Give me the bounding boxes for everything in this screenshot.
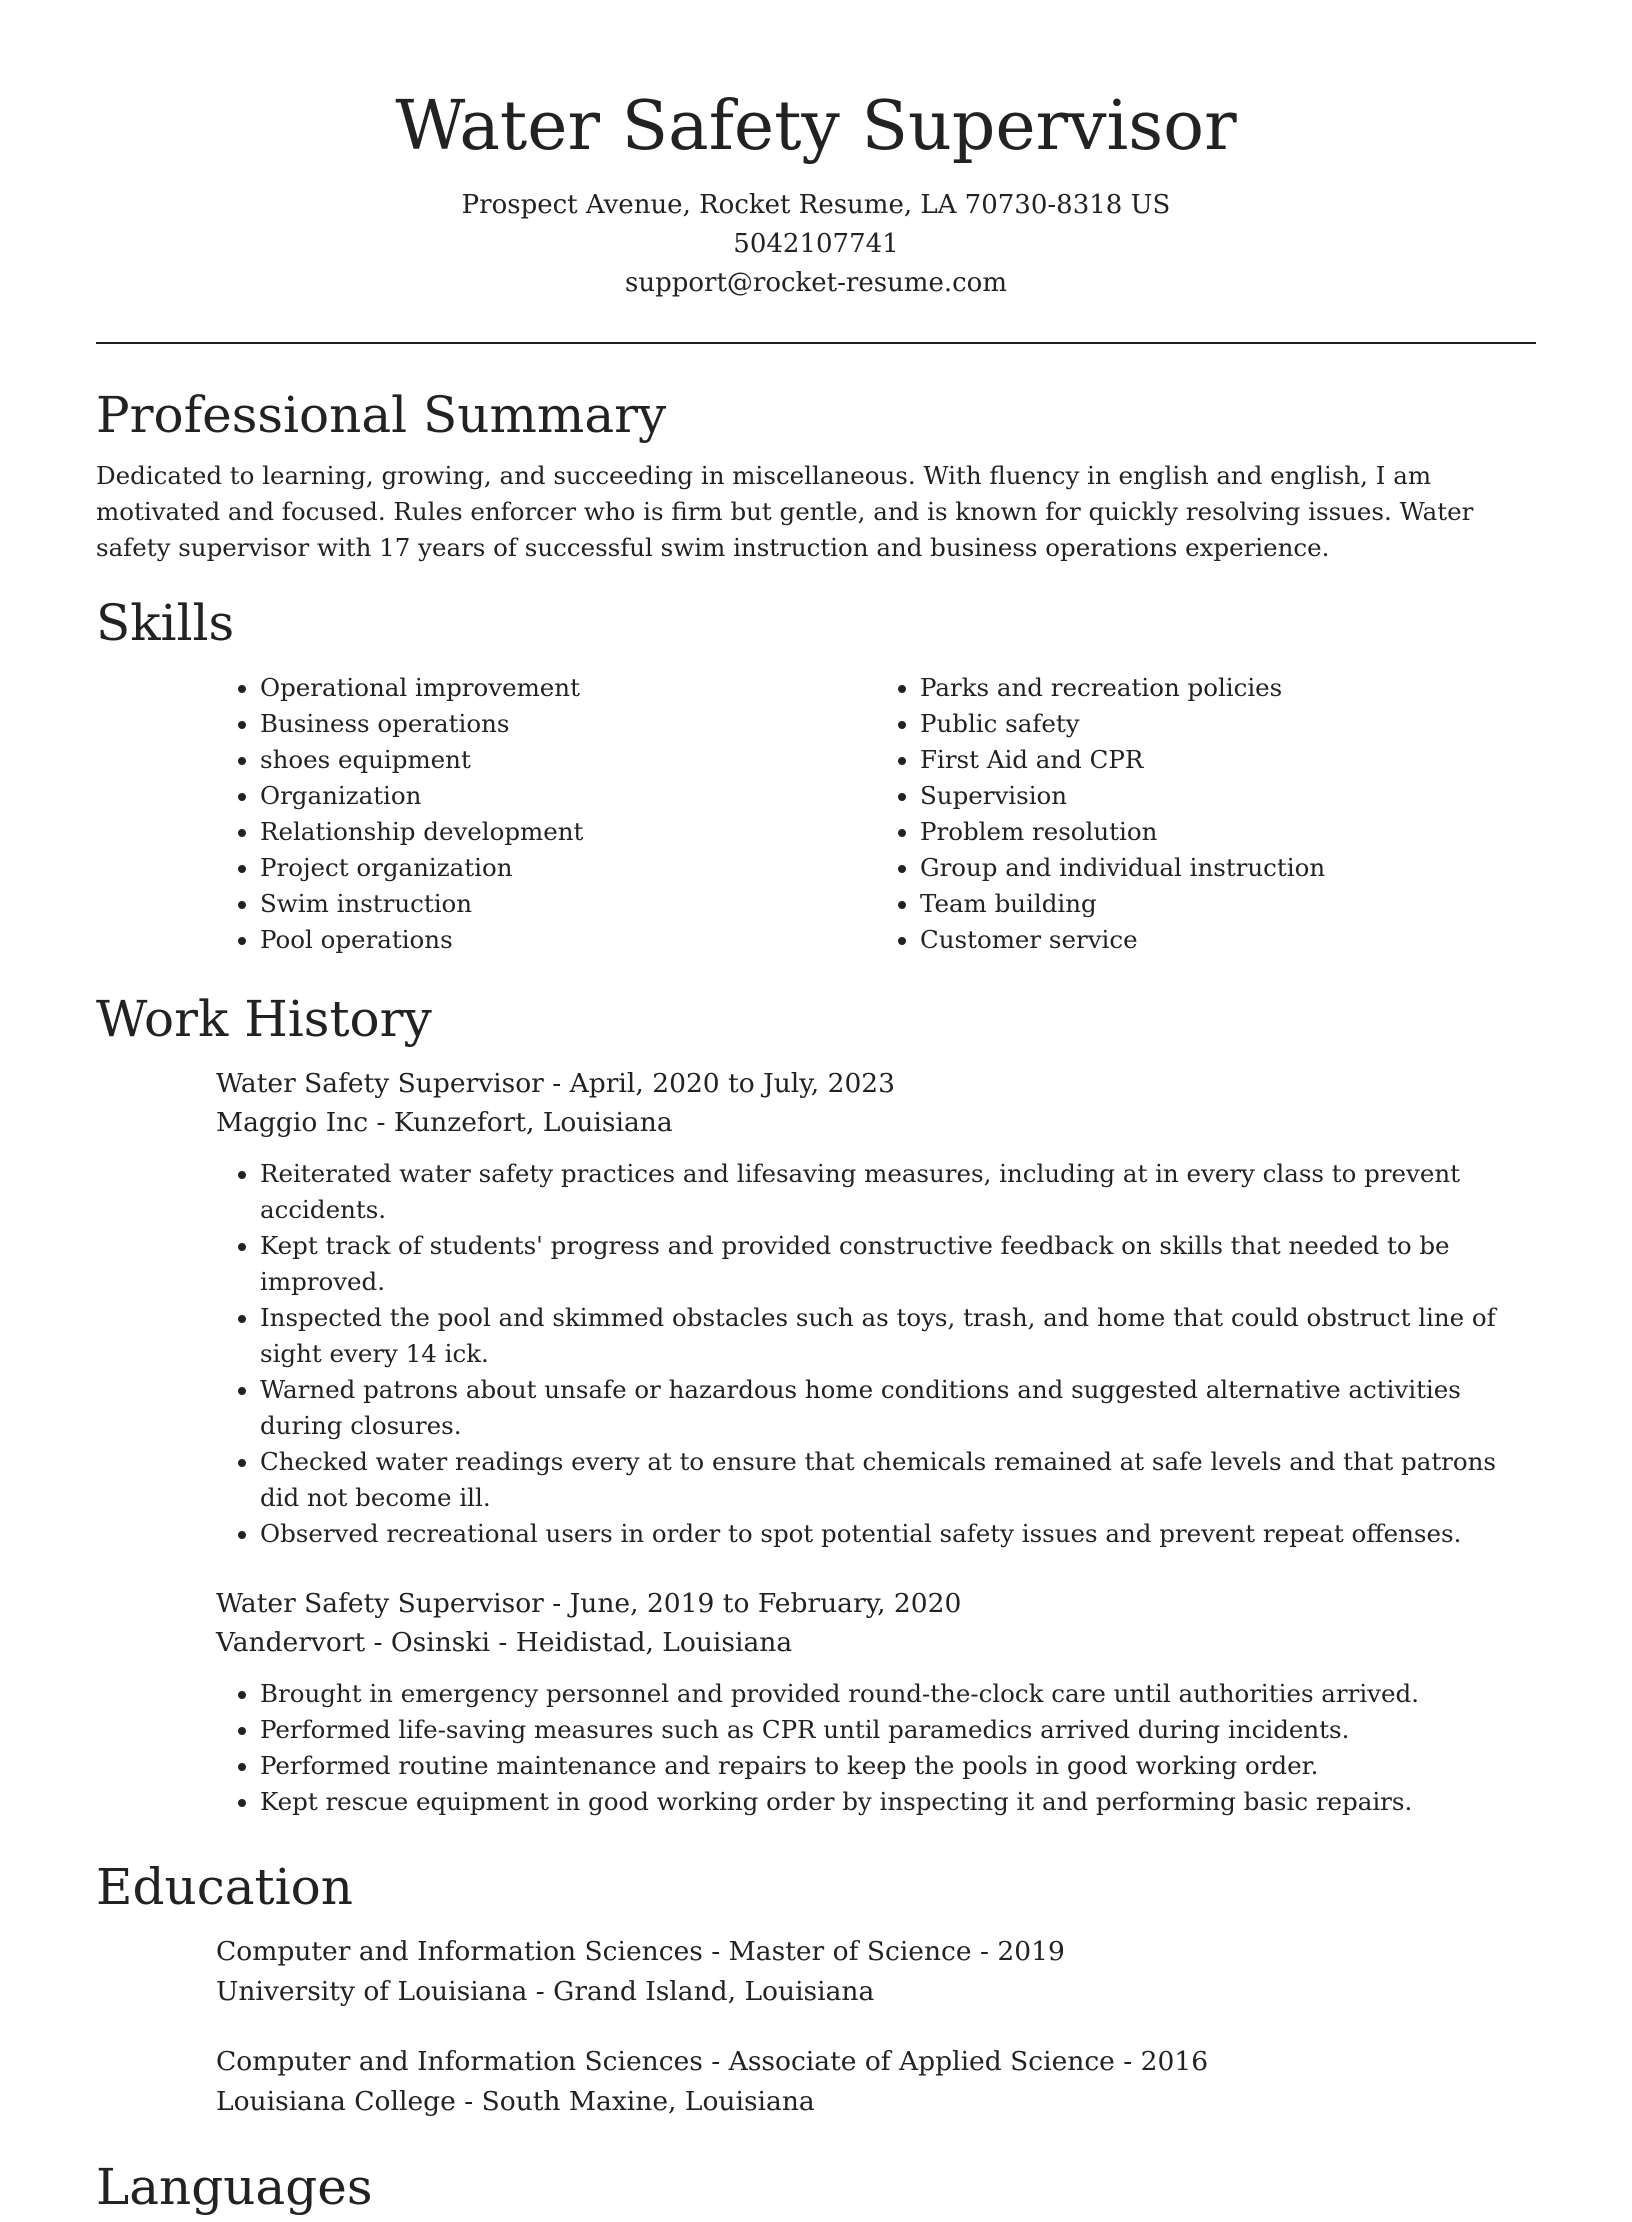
job-company: Maggio Inc [216, 1107, 369, 1138]
education-field: Computer and Information Sciences [216, 2046, 703, 2077]
job-bullet: • Checked water readings every at to ensure that chemicals remained at safe levels and that patrons did not become ill. [260, 1444, 1536, 1516]
education-school-line [216, 2082, 1536, 2122]
skill-item: • Supervision [920, 778, 1536, 814]
job-bullets [216, 1676, 1536, 1820]
jobs-list [216, 1064, 1536, 1820]
job-bullet: • Inspected the pool and skimmed obstacles such as toys, trash, and home that could obstruct line of sight every 14 ick. [260, 1300, 1536, 1372]
education-school-line [216, 1972, 1536, 2012]
contact-block [0, 186, 1632, 303]
education-entry [216, 2042, 1536, 2122]
skill-item: • Team building [920, 886, 1536, 922]
job-company-line [216, 1103, 1536, 1142]
skill-item: • Problem resolution [920, 814, 1536, 850]
work-heading: Work History [96, 990, 432, 1048]
job-dates: - June, 2019 to February, 2020 [543, 1588, 962, 1619]
skill-item: • First Aid and CPR [920, 742, 1536, 778]
skills-heading: Skills [96, 594, 235, 652]
phone: 5042107741 [733, 229, 899, 259]
skill-item: • Swim instruction [260, 886, 876, 922]
skill-item: • Pool operations [260, 922, 876, 958]
skill-item: • Group and individual instruction [920, 850, 1536, 886]
skill-item: • Customer service [920, 922, 1536, 958]
education-school: University of Louisiana [216, 1976, 528, 2007]
skill-item: • Public safety [920, 706, 1536, 742]
languages-section [96, 2152, 1536, 2222]
education-location: - Grand Island, Louisiana [527, 1976, 875, 2007]
job-dates: - April, 2020 to July, 2023 [543, 1068, 896, 1099]
job-entry [216, 1584, 1536, 1820]
skills-right-list [876, 670, 1536, 958]
job-bullet: • Performed life-saving measures such as CPR until paramedics arrived during incidents. [260, 1712, 1536, 1748]
job-bullet: • Performed routine maintenance and repairs to keep the pools in good working order. [260, 1748, 1536, 1784]
job-location: - Kunzefort, Louisiana [368, 1107, 673, 1138]
education-school: Louisiana College [216, 2086, 456, 2117]
education-heading: Education [96, 1858, 353, 1916]
education-field: Computer and Information Sciences [216, 1936, 703, 1967]
header-divider [96, 342, 1536, 344]
job-title-line [216, 1584, 1536, 1623]
education-location: - South Maxine, Louisiana [455, 2086, 815, 2117]
job-role: Water Safety Supervisor [216, 1588, 544, 1619]
job-bullet: • Kept rescue equipment in good working order by inspecting it and performing basic repairs. [260, 1784, 1536, 1820]
job-location: - Heidistad, Louisiana [489, 1627, 793, 1658]
job-company-line [216, 1623, 1536, 1662]
address: Prospect Avenue, Rocket Resume, LA 70730-8318 US [461, 190, 1171, 220]
resume-header [0, 0, 1632, 303]
job-bullet: • Warned patrons about unsafe or hazardous home conditions and suggested alternative activities during closures. [260, 1372, 1536, 1444]
education-degree: - Master of Science - 2019 [702, 1936, 1065, 1967]
skills-left-list [216, 670, 876, 958]
job-bullet: • Kept track of students' progress and provided constructive feedback on skills that needed to be improved. [260, 1228, 1536, 1300]
email: support@rocket-resume.com [624, 268, 1007, 298]
job-bullets [216, 1156, 1536, 1552]
languages-heading: Languages [96, 2158, 373, 2216]
job-entry [216, 1064, 1536, 1552]
skill-item: • Project organization [260, 850, 876, 886]
job-bullet: • Observed recreational users in order to spot potential safety issues and prevent repeat offenses. [260, 1516, 1536, 1552]
education-degree: - Associate of Applied Science - 2016 [702, 2046, 1209, 2077]
education-list [216, 1932, 1536, 2122]
summary-text: Dedicated to learning, growing, and succeeding in miscellaneous. With fluency in english and english, I am motivated and focused. Rules enforcer who is firm but gentle, and is known for quickly resolving issues. Water safety supervisor with 17 years of successful swim instruction and business operations experience. [96, 461, 1474, 562]
work-section [96, 984, 1536, 1820]
education-degree-line [216, 1932, 1536, 1972]
summary-heading: Professional Summary [96, 386, 667, 444]
skills-columns [216, 670, 1536, 958]
skill-item: • Business operations [260, 706, 876, 742]
candidate-name: Water Safety Supervisor [395, 87, 1237, 166]
education-entry [216, 1932, 1536, 2012]
skill-item: • shoes equipment [260, 742, 876, 778]
summary-section [96, 380, 1536, 566]
education-section [96, 1852, 1536, 2122]
job-bullet: • Reiterated water safety practices and lifesaving measures, including at in every class to prevent accidents. [260, 1156, 1536, 1228]
skill-item: • Operational improvement [260, 670, 876, 706]
job-company: Vandervort - Osinski [216, 1627, 490, 1658]
skill-item: • Organization [260, 778, 876, 814]
education-degree-line [216, 2042, 1536, 2082]
job-role: Water Safety Supervisor [216, 1068, 544, 1099]
skill-item: • Parks and recreation policies [920, 670, 1536, 706]
resume-content [96, 380, 1536, 2222]
skill-item: • Relationship development [260, 814, 876, 850]
job-bullet: • Brought in emergency personnel and provided round-the-clock care until authorities arrived. [260, 1676, 1536, 1712]
job-title-line [216, 1064, 1536, 1103]
skills-section [96, 588, 1536, 958]
